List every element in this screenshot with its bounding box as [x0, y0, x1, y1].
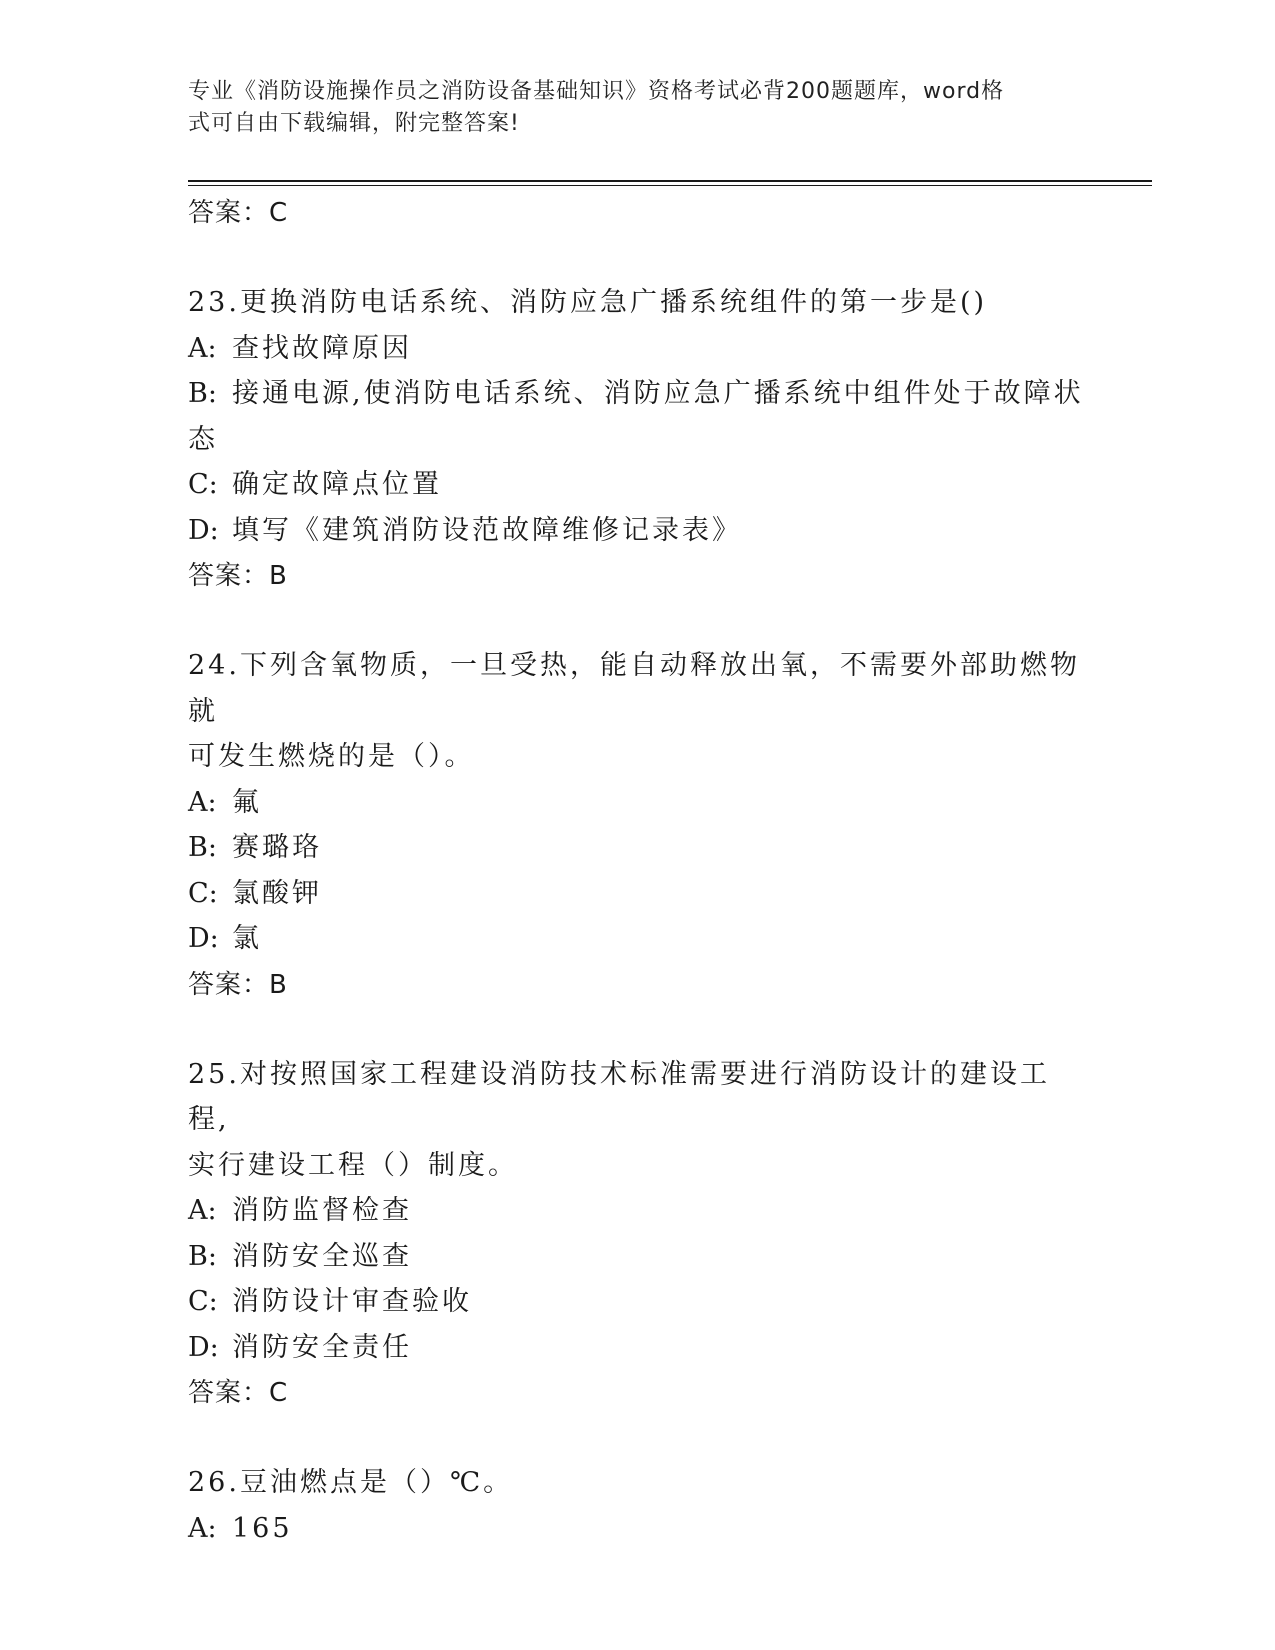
question-25-continued: 实行建设工程（）制度。: [188, 1149, 518, 1181]
question-26: 26.豆油燃点是（）℃。: [188, 1467, 514, 1498]
option-letter: B:: [188, 832, 217, 863]
option-text: 165: [232, 1512, 293, 1544]
option-text: 赛璐珞: [232, 832, 322, 863]
option-text: 氯: [232, 923, 262, 954]
option-text: 氟: [232, 786, 262, 818]
option-letter: A:: [188, 786, 217, 818]
option-text: 消防安全责任: [232, 1331, 412, 1363]
option-letter: A:: [188, 332, 217, 364]
option-23-c: [188, 462, 1088, 508]
document-header: [188, 76, 1068, 140]
question-25: 25.对按照国家工程建设消防技术标准需要进行消防设计的建设工程,: [188, 1058, 1050, 1135]
option-23-a: [188, 326, 1088, 372]
option-letter: A:: [188, 1195, 217, 1226]
option-24-c: [188, 871, 1088, 917]
answer-22: 答案：C: [188, 198, 289, 228]
option-text: 查找故障原因: [232, 332, 412, 364]
option-25-a: [188, 1188, 1088, 1234]
option-letter: B:: [188, 378, 217, 409]
option-23-b: [188, 371, 1088, 417]
answer-24: 答案：B: [188, 969, 288, 1000]
option-letter: D:: [188, 1331, 219, 1363]
header-line-1: 专业《消防设施操作员之消防设备基础知识》资格考试必背200题题库，word格: [188, 79, 1005, 104]
option-text: 消防设计审查验收: [232, 1286, 472, 1317]
option-letter: C:: [188, 1286, 218, 1317]
option-text: 接通电源,使消防电话系统、消防应急广播系统中组件处于故障状: [232, 378, 1084, 409]
option-letter: B:: [188, 1240, 217, 1272]
option-24-b: [188, 825, 1088, 871]
option-23-d: [188, 508, 1088, 554]
option-letter: D:: [188, 923, 219, 954]
option-23-b-continued: 态: [188, 423, 218, 455]
question-list: [188, 190, 1088, 1551]
option-text: 填写《建筑消防设范故障维修记录表》: [232, 514, 742, 546]
option-25-c: [188, 1279, 1088, 1325]
option-25-b: [188, 1234, 1088, 1280]
header-line-2: 式可自由下载编辑，附完整答案!: [188, 111, 520, 136]
answer-25: 答案：C: [188, 1378, 289, 1408]
answer-23: 答案：B: [188, 561, 288, 591]
question-24-continued: 可发生燃烧的是（）。: [188, 741, 475, 772]
header-rule-thick: [188, 180, 1152, 182]
option-24-d: [188, 916, 1088, 962]
header-rule-thin: [188, 185, 1152, 186]
option-text: 确定故障点位置: [232, 469, 442, 500]
option-text: 消防监督检查: [232, 1195, 412, 1226]
question-23: 23.更换消防电话系统、消防应急广播系统组件的第一步是(): [188, 287, 988, 318]
option-letter: C:: [188, 877, 218, 909]
option-26-a: [188, 1506, 1088, 1552]
question-24: 24.下列含氧物质，一旦受热，能自动释放出氧，不需要外部助燃物就: [188, 650, 1080, 727]
option-text: 消防安全巡查: [232, 1240, 412, 1272]
option-24-a: [188, 780, 1088, 826]
option-25-d: [188, 1325, 1088, 1371]
option-letter: A:: [188, 1512, 217, 1544]
option-text: 氯酸钾: [232, 877, 322, 909]
option-letter: D:: [188, 514, 219, 546]
option-letter: C:: [188, 469, 218, 500]
